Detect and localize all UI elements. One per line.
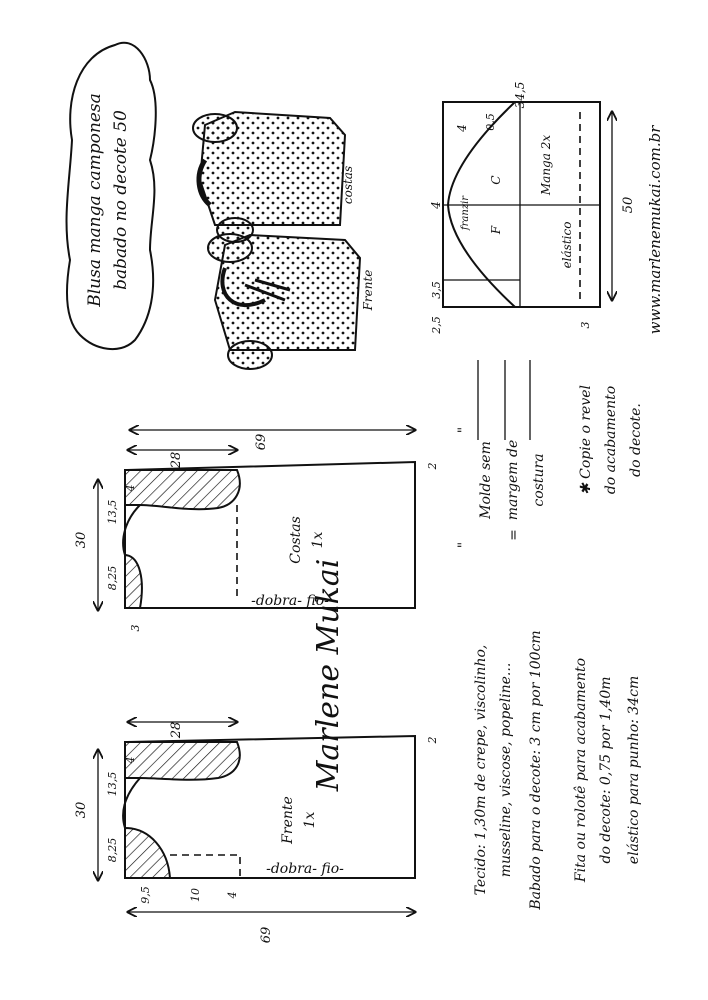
materials-line4: Fita ou rolotê para acabamento [573,657,589,883]
front-dim-825: 8,25 [106,837,119,863]
sleeve-f: F [489,225,503,235]
sleeve-pattern [429,82,636,335]
signature-text: Marlene Mukai [311,558,346,792]
back-dim-length: 69 [254,433,269,451]
front-dim-95: 9,5 [139,886,152,904]
back-dim-shoulder: 28 [169,451,184,469]
back-dim-3: 3 [129,624,142,632]
front-dim-2: 2 [426,736,439,744]
front-dim-4: 4 [124,756,137,764]
notes-margem-de: margem de [505,439,521,521]
illustration-back-label: costas [341,165,355,205]
illustration-front-label: Frente [361,269,375,311]
front-dim-length: 69 [259,926,274,944]
back-dim-2: 2 [426,462,439,470]
materials-line3: Babado para o decote: 3 cm por 100cm [528,630,544,910]
back-pattern-fold: -dobra- fio- [251,593,329,609]
title-line1: Blusa manga camponesa [85,93,105,307]
back-pattern-count: 1x [310,531,326,549]
front-dim-shoulder: 28 [169,721,184,739]
front-pattern-count: 1x [302,811,318,829]
notes-costura: costura [531,453,547,507]
sleeve-dim-slope-a: 4 [455,124,469,132]
sleeve-dim-bottom: 3 [579,321,592,329]
front-dim-10: 10 [189,888,202,902]
blouse-illustration-front [208,234,375,369]
notes-quote2: " [456,541,472,549]
materials-line6: elástico para punho: 34cm [626,675,642,865]
back-dim-135: 13,5 [106,499,119,525]
sleeve-dim-35: 3,5 [430,281,443,299]
title-line2: babado no decote 50 [111,110,131,290]
website-text: www.marlenemukai.com.br [646,125,664,335]
sleeve-dim-width: 50 [621,196,636,214]
front-pattern [74,722,439,944]
front-pattern-fold: -dobra- fio- [266,861,344,877]
notes-copie-3: do decote. [628,403,644,477]
title-cloud [67,43,156,349]
notes-molde-sem: Molde sem [478,441,494,519]
back-pattern-label: Costas [288,516,304,564]
website [646,125,664,335]
sleeve-elastico: elástico [560,221,574,269]
materials-line1: Tecido: 1,30m de crepe, viscolinho, [473,644,489,896]
front-dim-width: 30 [74,801,89,819]
materials-line5: do decote: 0,75 por 1,40m [598,676,614,864]
sleeve-dim-25: 2,5 [430,316,443,334]
blouse-illustration-back [193,112,355,242]
back-dim-width: 30 [74,531,89,549]
back-dim-825: 8,25 [106,565,119,591]
materials-line2: musseline, viscose, popeline... [498,662,514,878]
front-pattern-label: Frente [280,796,296,844]
sleeve-c: C [489,175,503,185]
sleeve-dim-slope-b: 0,5 [484,113,497,131]
notes-equal: = [506,529,522,541]
materials-block [473,630,642,910]
notes-quote1: " [456,426,472,434]
front-dim-4b: 4 [226,891,239,899]
notes-copie-2: do acabamento [603,385,619,495]
sleeve-franzir: franzir [460,195,471,231]
notes-copie-1: ✱ Copie o revel [578,384,594,496]
sleeve-label: Manga 2x [539,134,553,196]
sleeve-dim-left: 4 [429,201,443,209]
notes-block [456,360,644,548]
back-pattern [74,430,439,632]
sleeve-dim-top-right: 34,5 [513,81,527,109]
back-dim-4: 4 [124,484,137,492]
front-dim-135: 13,5 [106,771,119,797]
